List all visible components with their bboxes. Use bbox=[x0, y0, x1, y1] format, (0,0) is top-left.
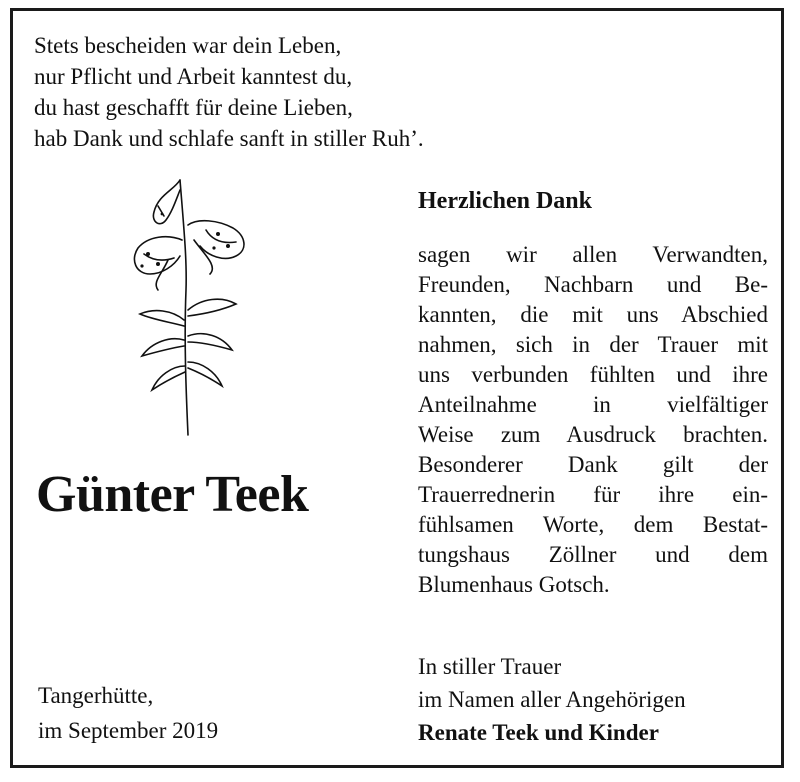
thanks-line: sagen wir allen Verwandten, bbox=[418, 242, 768, 267]
place-and-date bbox=[38, 678, 218, 748]
thanks-line: Blumenhaus Gotsch. bbox=[418, 572, 610, 597]
thanks-line: kannten, die mit uns Abschied bbox=[418, 302, 768, 327]
thanks-line: fühlsamen Worte, dem Bestat- bbox=[418, 512, 768, 537]
verse-line: hab Dank und schlafe sanft in stiller Ruh’. bbox=[34, 126, 424, 151]
thanks-text bbox=[418, 240, 768, 600]
thanks-line: Trauerrednerin für ihre ein- bbox=[418, 482, 768, 507]
verse-line: du hast geschafft für deine Lieben, bbox=[34, 95, 353, 120]
thanks-line: tungshaus Zöllner und dem bbox=[418, 542, 768, 567]
place-city: Tangerhütte, bbox=[38, 683, 154, 708]
memorial-verse bbox=[34, 30, 424, 154]
signature-line-2: im Namen aller Angehörigen bbox=[418, 687, 686, 712]
thanks-line: Weise zum Ausdruck brachten. bbox=[418, 422, 768, 447]
thanks-line: Besonderer Dank gilt der bbox=[418, 452, 768, 477]
verse-line: Stets bescheiden war dein Leben, bbox=[34, 33, 342, 58]
thanks-heading: Herzlichen Dank bbox=[418, 188, 592, 214]
signature-block bbox=[418, 650, 686, 749]
signature-names: Renate Teek und Kinder bbox=[418, 720, 659, 745]
deceased-name: Günter Teek bbox=[36, 466, 309, 523]
thanks-line: Freunden, Nachbarn und Be- bbox=[418, 272, 768, 297]
lily-flower-icon bbox=[118, 170, 258, 440]
thanks-line: nahmen, sich in der Trauer mit bbox=[418, 332, 768, 357]
thanks-line: uns verbunden fühlten und ihre bbox=[418, 362, 768, 387]
verse-line: nur Pflicht und Arbeit kanntest du, bbox=[34, 64, 353, 89]
place-date: im September 2019 bbox=[38, 718, 219, 743]
signature-line-1: In stiller Trauer bbox=[418, 654, 562, 679]
thanks-line: Anteilnahme in vielfältiger bbox=[418, 392, 768, 417]
